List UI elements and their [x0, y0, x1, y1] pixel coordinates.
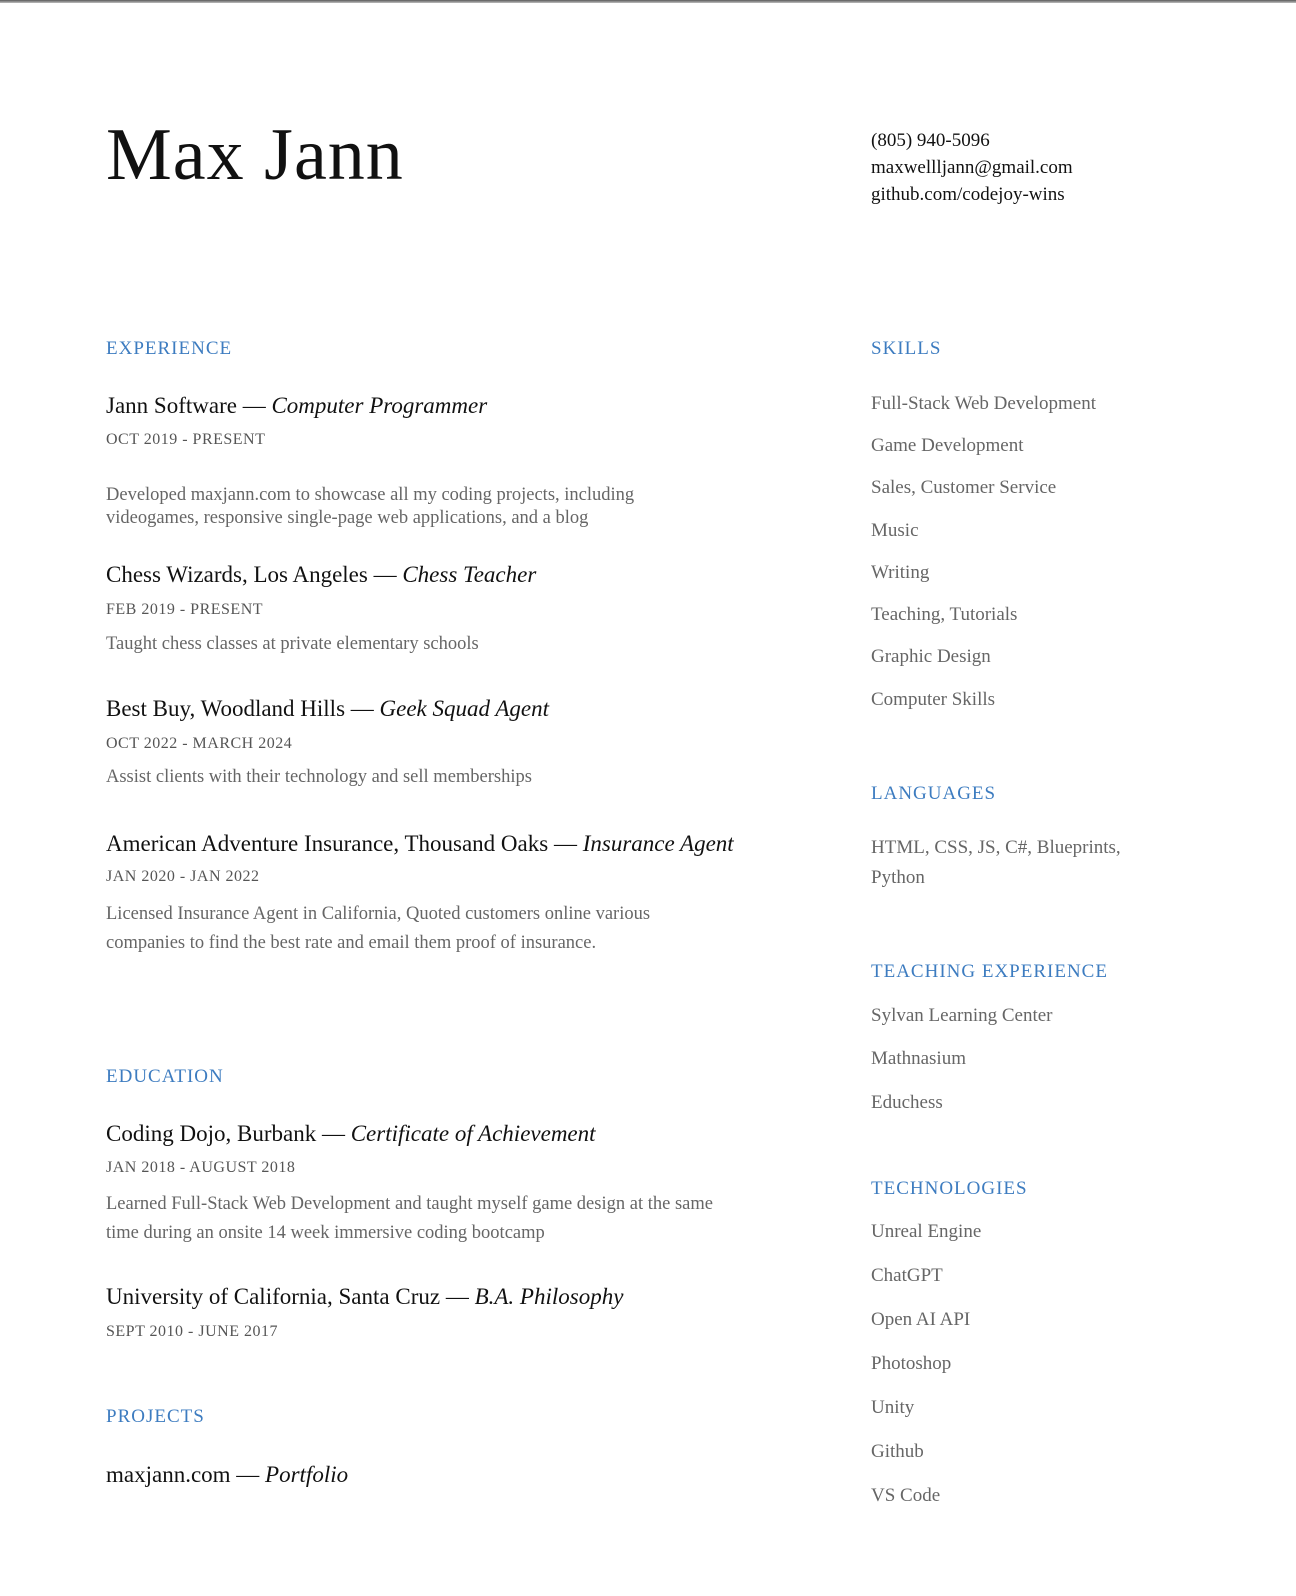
github-link[interactable]: github.com/codejoy-wins [871, 184, 1065, 205]
entry-role: B.A. Philosophy [474, 1284, 624, 1309]
teaching-item: Sylvan Learning Center [871, 1005, 1053, 1026]
entry-separator: — [345, 696, 380, 721]
skill-item: Teaching, Tutorials [871, 604, 1018, 625]
skills-heading: SKILLS [871, 338, 942, 359]
entry-org: University of California, Santa Cruz [106, 1284, 441, 1309]
teaching-heading: TEACHING EXPERIENCE [871, 961, 1108, 982]
entry-separator: — [548, 831, 583, 856]
technology-item: Unity [871, 1397, 915, 1418]
entry-description: Licensed Insurance Agent in California, Quoted customers online various companies to find the best rate and email them proof of insurance. [106, 904, 651, 953]
skill-item: Writing [871, 562, 930, 583]
entry-role: Portfolio [265, 1462, 349, 1487]
entry-date: OCT 2019 - PRESENT [106, 431, 266, 448]
resume-name: Max Jann [106, 114, 404, 196]
teaching-item: Educhess [871, 1092, 943, 1113]
entry-date: OCT 2022 - MARCH 2024 [106, 735, 293, 752]
entry-role: Geek Squad Agent [379, 696, 549, 721]
languages-list: HTML, CSS, JS, C#, Blueprints, Python [871, 837, 1121, 888]
entry-role: Chess Teacher [402, 562, 537, 587]
phone-number: (805) 940-5096 [871, 130, 990, 151]
experience-entry-title [106, 562, 536, 588]
teaching-item: Mathnasium [871, 1048, 966, 1069]
contact-info [871, 127, 1073, 208]
entry-org: Best Buy, Woodland Hills [106, 696, 346, 721]
experience-entry-title [106, 696, 549, 722]
technologies-heading: TECHNOLOGIES [871, 1178, 1028, 1199]
skill-item: Sales, Customer Service [871, 477, 1057, 498]
entry-separator: — [440, 1284, 475, 1309]
skill-item: Full-Stack Web Development [871, 393, 1097, 414]
entry-separator: — [230, 1462, 266, 1487]
entry-org: Coding Dojo, Burbank [106, 1121, 317, 1146]
skill-item: Graphic Design [871, 646, 991, 667]
entry-role: Certificate of Achievement [350, 1121, 596, 1146]
technology-item: Github [871, 1441, 924, 1462]
experience-entry-title [106, 831, 734, 857]
education-entry-title [106, 1121, 596, 1147]
entry-org: Chess Wizards, Los Angeles [106, 562, 368, 587]
technology-item: ChatGPT [871, 1265, 943, 1286]
entry-role: Insurance Agent [582, 831, 734, 856]
entry-description: Learned Full-Stack Web Development and taught myself game design at the same time during an onsite 14 week immersive coding bootcamp [106, 1194, 713, 1243]
technology-item: VS Code [871, 1485, 941, 1506]
entry-description: Taught chess classes at private elementary schools [106, 634, 479, 654]
skill-item: Game Development [871, 435, 1024, 456]
entry-date: JAN 2018 - AUGUST 2018 [106, 1159, 296, 1176]
skill-item: Computer Skills [871, 689, 996, 710]
entry-separator: — [316, 1121, 351, 1146]
technology-item: Open AI API [871, 1309, 971, 1330]
languages-heading: LANGUAGES [871, 783, 997, 804]
skill-item: Music [871, 520, 919, 541]
email-address: maxwellljann@gmail.com [871, 157, 1073, 178]
entry-org: maxjann.com [106, 1462, 231, 1487]
experience-entry-title [106, 393, 487, 419]
entry-org: Jann Software [106, 393, 237, 418]
entry-date: FEB 2019 - PRESENT [106, 601, 264, 618]
education-entry-title [106, 1284, 623, 1310]
entry-separator: — [236, 393, 272, 418]
experience-heading: EXPERIENCE [106, 338, 233, 359]
entry-description: Assist clients with their technology and sell memberships [106, 767, 532, 787]
entry-role: Computer Programmer [271, 393, 488, 418]
education-heading: EDUCATION [106, 1066, 224, 1087]
technology-item: Unreal Engine [871, 1221, 982, 1242]
top-border [0, 0, 1296, 3]
projects-heading: PROJECTS [106, 1406, 205, 1427]
entry-separator: — [367, 562, 403, 587]
technology-item: Photoshop [871, 1353, 952, 1374]
entry-date: JAN 2020 - JAN 2022 [106, 868, 260, 885]
entry-org: American Adventure Insurance, Thousand Oaks [106, 831, 549, 856]
entry-description: Developed maxjann.com to showcase all my coding projects, including videogames, responsive single-page web applications, and a blog [106, 485, 635, 528]
entry-date: SEPT 2010 - JUNE 2017 [106, 1323, 278, 1340]
project-entry-title [106, 1462, 348, 1488]
